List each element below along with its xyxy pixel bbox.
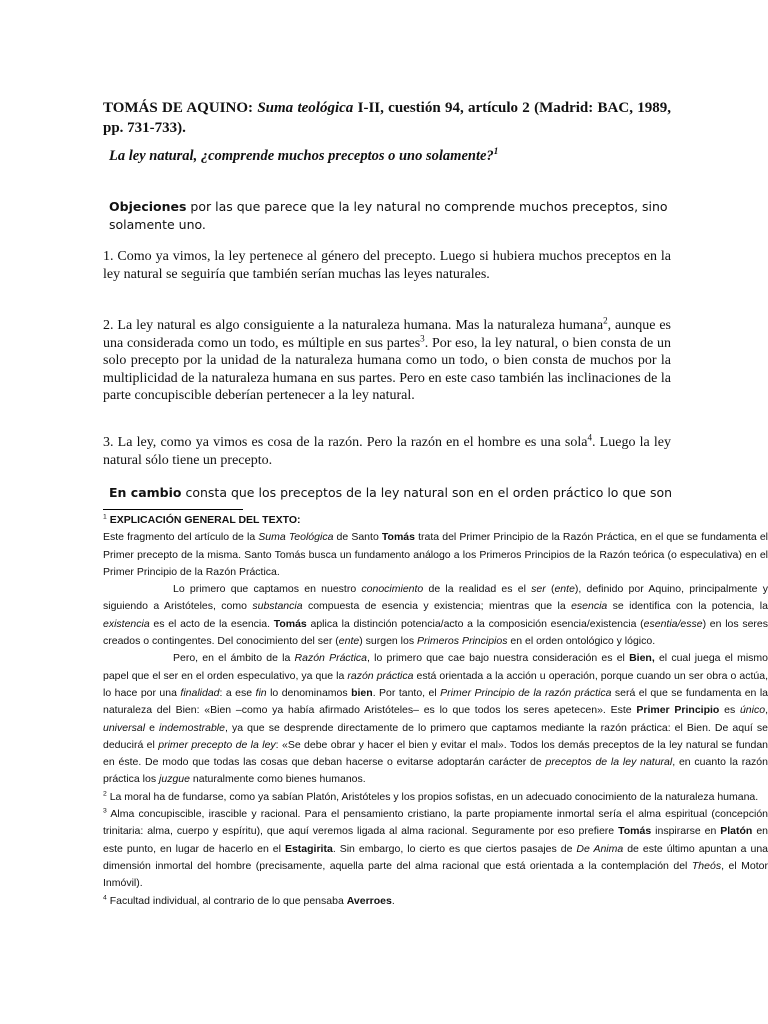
footnotes (103, 512, 768, 910)
footnote-2: $^2$ La moral ha de fundarse, como ya sabían Platón, Aristóteles y los propios sofistas, en un adecuado conocimiento de la naturaleza humana. (103, 790, 759, 803)
objection-2: 2. La ley natural es algo consiguiente a la naturaleza humana. Mas la naturaleza humana$^2$, aunque es una considerada como un todo, es múltiple en sus partes$^3$. Por eso, la ley natural, o bien consta de un solo precepto por la unidad de la naturaleza humana como un todo, o bien consta de muchos por la multiplicidad de la naturaleza humana en sus partes. Pero en este caso también las inclinaciones de la parte concupiscible deberían pertenecer a la ley natural. (103, 315, 671, 403)
footnote-ref-3[interactable]: 3 (420, 332, 425, 343)
objections-intro: Objeciones por las que parece que la ley natural no comprende muchos preceptos, sino solamente uno. (109, 199, 668, 232)
footnote-ref-1[interactable]: 1 (493, 147, 499, 158)
footnote-ref-4[interactable]: 4 (587, 432, 593, 443)
sed-contra: En cambio consta que los preceptos de la ley natural son en el orden práctico lo que son (109, 485, 673, 500)
question-heading: La ley natural, ¿comprende muchos preceptos o uno solamente?$^1$ (109, 147, 499, 164)
work-reference: I-II, cuestión 94, artículo 2 (Madrid: BAC, 1989, pp. 731-733). (103, 100, 672, 136)
objection-3: 3. La ley, como ya vimos es cosa de la razón. Pero la razón en el hombre es una sola$^4$. Luego la ley natural sólo tiene un precepto. (103, 432, 671, 468)
work-title: Suma teológica (257, 100, 354, 116)
objection-1: 1. Como ya vimos, la ley pertenece al género del precepto. Luego si hubiera muchos preceptos en la ley natural se seguiría que también serían muchas las leyes naturales. (103, 249, 671, 282)
footnote-separator (103, 509, 243, 510)
objections-label: Objeciones (109, 199, 187, 214)
footnote-1-para-2: Lo primero que captamos en nuestro conocimiento de la realidad es el ser (ente), definido por Aquino, principalmente y siguiendo a Aristóteles, como substancia compuesta de esencia y existencia; mientras que la esencia se identifica con la potencia, la existencia es el acto de la esencia. Tomás aplica la distinción potencia/acto a la composición esencia/existencia (esentia/esse) en los seres creados o contingentes. Del conocimiento del ser (ente) surgen los Primeros Principios en el orden ontológico y lógico. (103, 583, 768, 648)
author-name: TOMÁS DE AQUINO: (103, 100, 254, 116)
document-title (103, 98, 671, 138)
footnote-4: $^4$ Facultad individual, al contrario de lo que pensaba Averroes. (103, 894, 395, 907)
footnote-1-para-1: Este fragmento del artículo de la Suma Teológica de Santo Tomás trata del Primer Principio de la Razón Práctica, en el que se fundamenta el Primer precepto de la misma. Santo Tomás busca un fundamento análogo a los Primeros Principios de la Razón teórica (o especulativa) en el Primer Principio de la Razón Práctica. (103, 531, 768, 578)
footnote-3: $^3$ Alma concupiscible, irascible y racional. Para el pensamiento cristiano, la parte propiamente inmortal sería el alma espiritual (concepción trinitaria: alma, cuerpo y espíritu), que aquí veremos ligada al alma racional. Seguramente por eso prefiere Tomás inspirarse en Platón en este punto, en lugar de hacerlo en el Estagirita. Sin embargo, lo cierto es que ciertos pasajes de De Anima de este último apuntan a una dimensión inmortal del hombre (precisamente, aquella parte del alma racional que está orientada a la contemplación del Theós, el Motor Inmóvil). (103, 807, 768, 890)
footnote-1-heading: $^1$ EXPLICACIÓN GENERAL DEL TEXTO: (103, 513, 301, 526)
footnote-1-para-3: Pero, en el ámbito de la Razón Práctica, lo primero que cae bajo nuestra consideración es el Bien, el cual juega el mismo papel que el ser en el orden especulativo, ya que la razón práctica está orientada a la acción u operación, porque cuando un ser obra o actúa, lo hace por una finalidad: a ese fin lo denominamos bien. Por tanto, el Primer Principio de la razón práctica será el que se fundamenta en la naturaleza del Bien: «Bien –como ya había afirmado Aristóteles– es lo que todos los seres apetecen». Este Primer Principio es único, universal e indemostrable, ya que se desprende directamente de lo primero que captamos mediante la razón práctica: el Bien. De aquí se deducirá el primer precepto de la ley: «Se debe obrar y hacer el bien y evitar el mal». Todos los demás preceptos de la ley natural se fundan en éste. De modo que todas las cosas que deban hacerse o evitarse adoptarán carácter de preceptos de la ley natural, en cuanto la razón práctica los juzgue naturalmente como bienes humanos. (103, 652, 768, 786)
footnote-ref-2[interactable]: 2 (603, 315, 608, 326)
sed-contra-label: En cambio (109, 485, 182, 500)
